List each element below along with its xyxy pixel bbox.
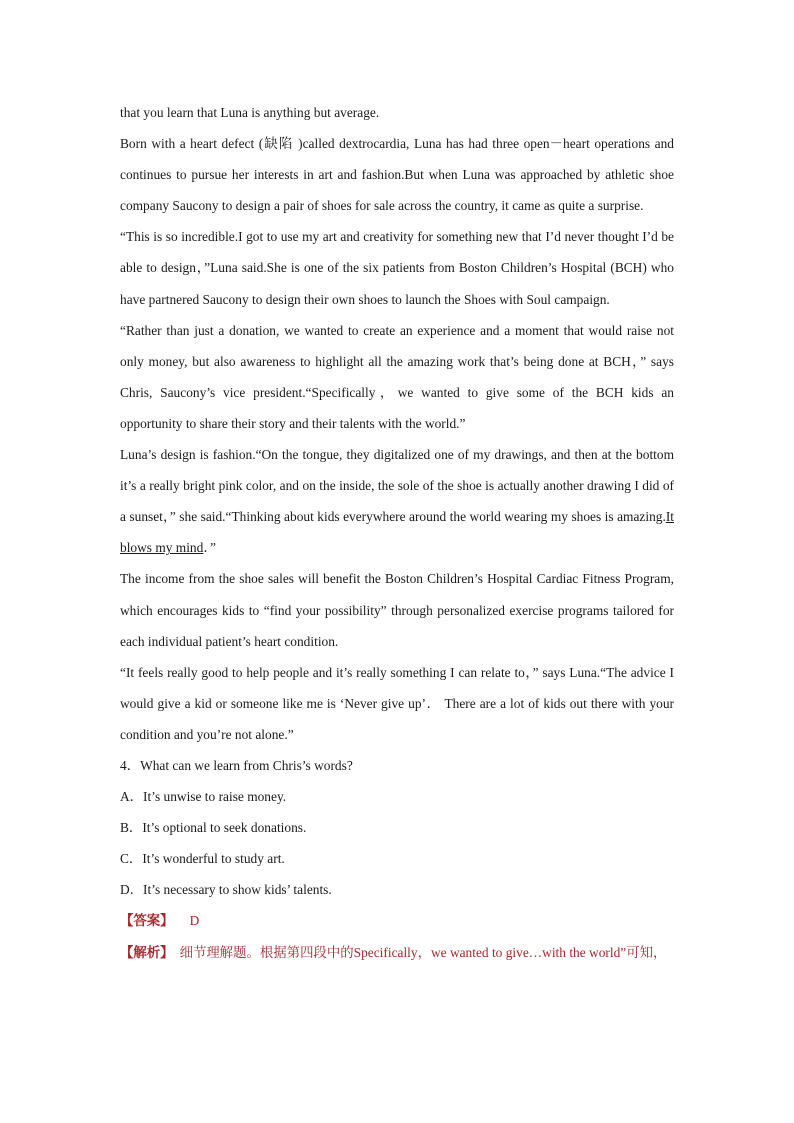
- passage-paragraph-4: [120, 439, 674, 563]
- passage-paragraph-5: The income from the shoe sales will benefit the Boston Children’s Hospital Cardiac Fitness Program, which encourages kids to “find your possibility” through personalized exercise programs tailored for each individual patient’s heart condition.: [120, 571, 674, 649]
- option-b: B．It’s optional to seek donations.: [120, 820, 307, 836]
- passage-paragraph-2: “This is so incredible.I got to use my art and creativity for something new that I’d never thought I’d be able to design，”Luna said.She is one of the six patients from Boston Children’s Hospital (BCH) who have partnered Saucony to design their own shoes to launch the Shoes with Soul campaign.: [120, 229, 674, 307]
- passage-paragraph-1: Born with a heart defect (缺陷 )called dextrocardia, Luna has had three open－heart operations and continues to pursue her interests in art and fashion.But when Luna was approached by athletic shoe company Saucony to design a pair of shoes for sale across the country, it came as quite a surprise.: [120, 136, 674, 214]
- paragraph-4-ending: ．”: [203, 540, 216, 556]
- answer-line: [120, 905, 674, 936]
- paragraph-4-text: Luna’s design is fashion.“On the tongue, they digitalized one of my drawings, and then at the bottom it’s a really bright pink color, and on the inside, the sole of the shoe is actually another drawing I did of a sunset，” she said.“Thinking about kids everywhere around the world wearing my shoes is amazing.: [120, 447, 674, 525]
- option-a: A．It’s unwise to raise money.: [120, 789, 287, 805]
- option-d: D．It’s necessary to show kids’ talents.: [120, 882, 332, 898]
- option-c: C．It’s wonderful to study art.: [120, 851, 285, 867]
- passage-paragraph-3: “Rather than just a donation, we wanted to create an experience and a moment that would raise not only money, but also awareness to highlight all the amazing work that’s being done at BCH，” says Chris, Saucony’s vice president.“Specifically，we wanted to give some of the BCH kids an opportunity to share their story and their talents with the world.”: [120, 322, 674, 431]
- underlined-phrase: It blows my mind: [120, 509, 674, 556]
- passage-paragraph-0: that you learn that Luna is anything but average.: [120, 105, 380, 120]
- question-stem: 4．What can we learn from Chris’s words?: [120, 757, 353, 773]
- analysis-line: [120, 937, 674, 968]
- document-content: [120, 97, 674, 968]
- analysis-label: 【解析】: [120, 944, 174, 960]
- answer-label: 【答案】: [120, 913, 174, 929]
- passage-paragraph-6: “It feels really good to help people and it’s really something I can relate to，” says Luna.“The advice I would give a kid or someone like me is ‘Never give up’． There are a lot of kids out there with your condition and you’re not alone.”: [120, 664, 674, 742]
- analysis-text: 细节理解题。根据第四段中的Specifically，we wanted to give…with the world”可知，: [179, 944, 667, 960]
- answer-value: D: [189, 913, 200, 929]
